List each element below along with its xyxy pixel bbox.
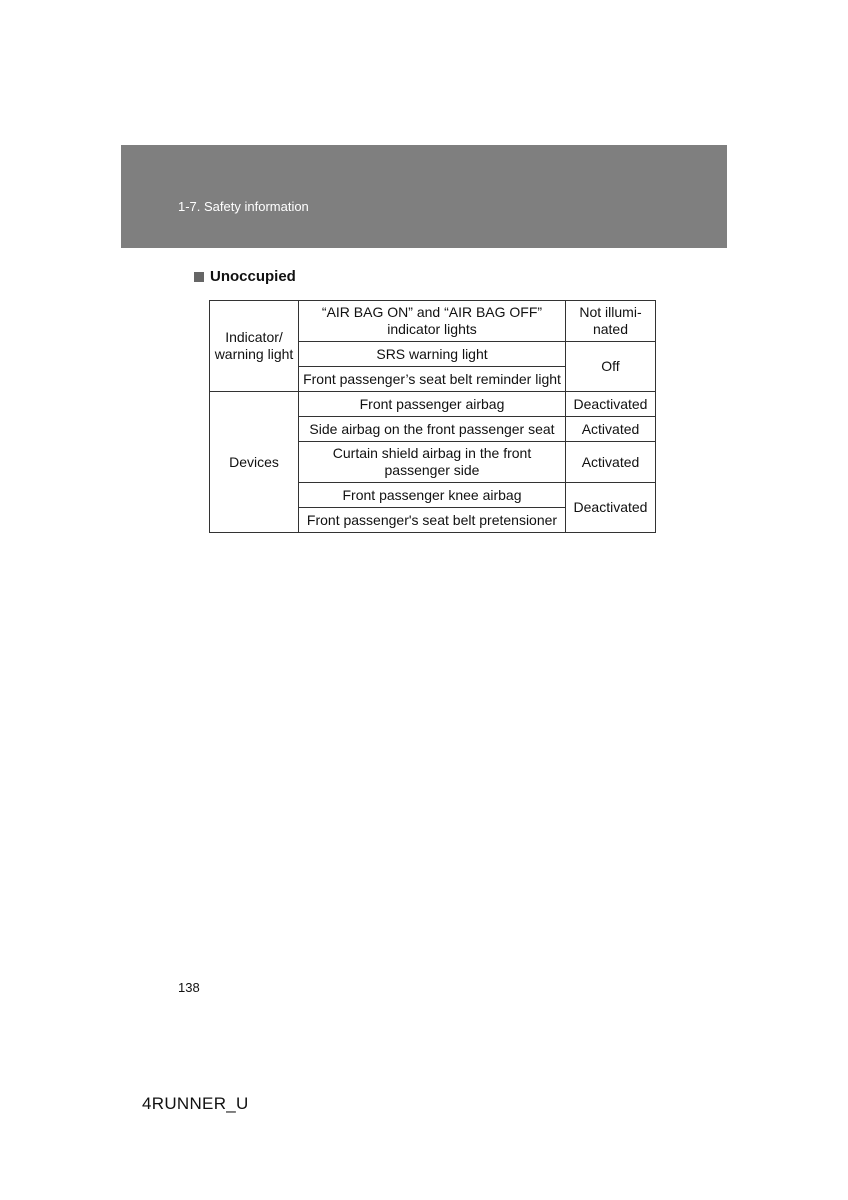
group-label-text: Indicator/ warning light [214,329,294,362]
table-cell-status [566,301,656,342]
table-cell-item: “AIR BAG ON” and “AIR BAG OFF” indicator lights [299,301,566,342]
square-bullet-icon [194,272,204,282]
table-cell-status: Deactivated [566,483,656,533]
table-cell-item: Front passenger’s seat belt reminder light [299,367,566,392]
table-row [210,301,656,342]
table-cell-status: Activated [566,442,656,483]
table-cell-item: Side airbag on the front passenger seat [299,417,566,442]
section-heading [194,268,296,285]
item-text: Curtain shield airbag in the front passenger side [332,445,532,478]
table-row [210,392,656,417]
table-cell-item: SRS warning light [299,342,566,367]
status-text: Not illumi- nated [579,304,642,337]
airbag-status-table [209,300,656,533]
page-number: 138 [178,980,200,995]
section-label: 1-7. Safety information [178,199,309,214]
group-label-devices: Devices [210,392,299,533]
table-cell-item [299,442,566,483]
table-cell-status: Activated [566,417,656,442]
group-label-indicator [210,301,299,392]
table-cell-item: Front passenger knee airbag [299,483,566,508]
heading-title: Unoccupied [210,268,296,285]
table-cell-status: Deactivated [566,392,656,417]
header-band [121,145,727,248]
footer-code: 4RUNNER_U [142,1094,249,1113]
table-cell-status: Off [566,342,656,392]
table-cell-item: Front passenger airbag [299,392,566,417]
table-cell-item: Front passenger's seat belt pretensioner [299,508,566,533]
